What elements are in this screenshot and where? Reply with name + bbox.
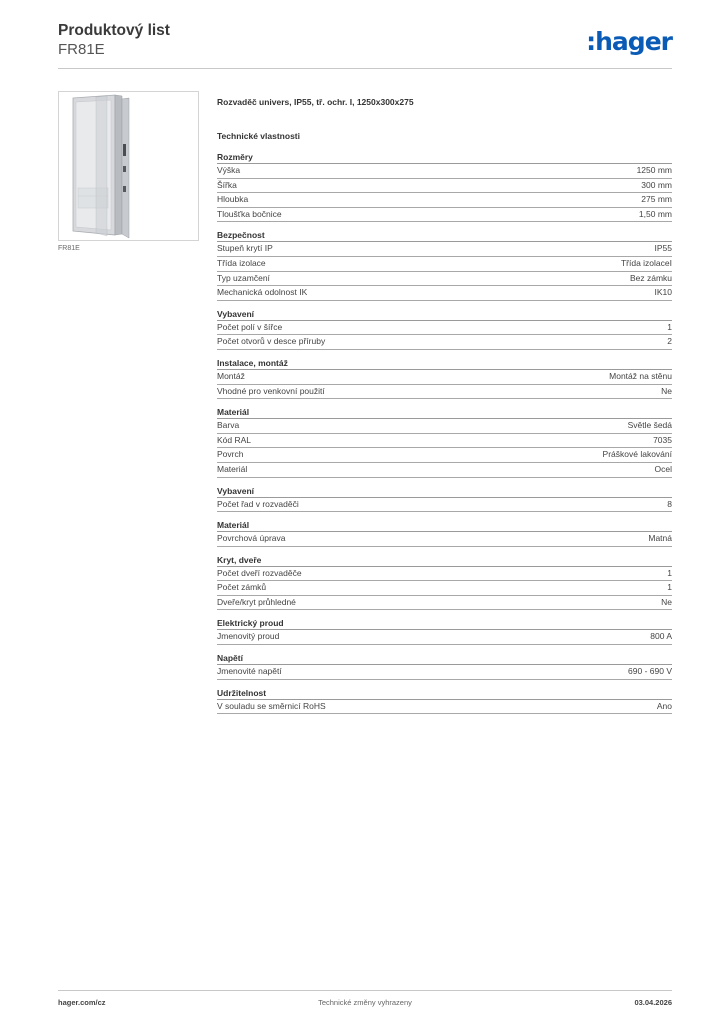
spec-row: [217, 567, 672, 582]
header-divider: [58, 68, 672, 69]
enclosure-icon: [59, 92, 198, 240]
spec-value: 7035: [653, 434, 672, 445]
spec-label: Typ uzamčení: [217, 272, 270, 283]
spec-value: 690 - 690 V: [628, 666, 672, 677]
footer-date: 03.04.2026: [634, 998, 672, 1007]
spec-label: Počet dveří rozvaděče: [217, 567, 302, 578]
product-image-caption: FR81E: [58, 245, 80, 252]
spec-value: Ocel: [654, 463, 672, 474]
spec-row: [217, 272, 672, 287]
spec-label: Třída izolace: [217, 257, 266, 268]
spec-label: Počet zámků: [217, 582, 267, 593]
spec-row: [217, 208, 672, 223]
spec-section-title: Napětí: [217, 652, 672, 665]
spec-row: [217, 665, 672, 680]
footer-website-link[interactable]: hager.com/cz: [58, 998, 106, 1007]
spec-value: Ne: [661, 385, 672, 396]
spec-value: Bez zámku: [629, 272, 672, 283]
spec-section-title: Materiál: [217, 519, 672, 532]
spec-sections: [217, 151, 672, 714]
spec-row: [217, 463, 672, 478]
product-description: Rozvaděč univers, IP55, tř. ochr. I, 1250x300x275: [217, 97, 414, 107]
spec-value: 275 mm: [641, 194, 672, 205]
spec-row: [217, 581, 672, 596]
spec-label: Tloušťka bočnice: [217, 208, 282, 219]
spec-row: [217, 242, 672, 257]
spec-section: [217, 617, 672, 645]
spec-row: [217, 498, 672, 513]
spec-row: [217, 596, 672, 611]
spec-row: [217, 179, 672, 194]
spec-row: [217, 448, 672, 463]
spec-section: [217, 554, 672, 611]
spec-label: Dveře/kryt průhledné: [217, 596, 296, 607]
page-header: [58, 22, 672, 70]
spec-value: 1: [667, 321, 672, 332]
spec-value: Třída izolaceI: [620, 257, 672, 268]
spec-value: Matná: [648, 533, 672, 544]
spec-label: Kód RAL: [217, 434, 252, 445]
spec-label: Stupeň krytí IP: [217, 243, 273, 254]
product-image: [58, 91, 199, 241]
spec-label: Povrch: [217, 449, 244, 460]
spec-row: [217, 164, 672, 179]
spec-label: V souladu se směrnicí RoHS: [217, 700, 326, 711]
spec-value: Světle šedá: [627, 420, 672, 431]
spec-value: 2: [667, 336, 672, 347]
spec-value: Montáž na stěnu: [609, 370, 672, 381]
spec-value: 1: [667, 582, 672, 593]
spec-section-title: Kryt, dveře: [217, 554, 672, 567]
spec-section-title: Vybavení: [217, 485, 672, 498]
product-reference: FR81E: [58, 41, 105, 58]
spec-section-title: Elektrický proud: [217, 617, 672, 630]
spec-section: [217, 357, 672, 399]
spec-section: [217, 519, 672, 547]
spec-row: [217, 193, 672, 208]
spec-row: [217, 257, 672, 272]
spec-value: Ne: [661, 596, 672, 607]
spec-row: [217, 385, 672, 400]
spec-label: Počet otvorů v desce příruby: [217, 336, 326, 347]
spec-label: Šířka: [217, 179, 237, 190]
spec-label: Hloubka: [217, 194, 249, 205]
spec-value: Práškové lakování: [602, 449, 672, 460]
footer-divider: [58, 990, 672, 991]
spec-value: 300 mm: [641, 179, 672, 190]
spec-label: Jmenovitý proud: [217, 631, 280, 642]
spec-section-title: Vybavení: [217, 308, 672, 321]
spec-label: Barva: [217, 420, 240, 431]
spec-row: [217, 532, 672, 547]
spec-section: [217, 406, 672, 477]
spec-section: [217, 687, 672, 715]
technical-properties-heading: Technické vlastnosti: [217, 131, 300, 141]
hager-logo: :hager: [586, 27, 672, 56]
spec-value: 1: [667, 567, 672, 578]
spec-value: 8: [667, 498, 672, 509]
spec-section-title: Udržitelnost: [217, 687, 672, 700]
product-specifications: [217, 96, 672, 714]
spec-row: [217, 321, 672, 336]
spec-row: [217, 419, 672, 434]
spec-section: [217, 151, 672, 222]
spec-label: Povrchová úprava: [217, 533, 286, 544]
spec-value: IP55: [654, 243, 672, 254]
spec-section-title: Instalace, montáž: [217, 357, 672, 370]
footer-disclaimer: Technické změny vyhrazeny: [318, 998, 412, 1007]
spec-label: Počet polí v šířce: [217, 321, 283, 332]
spec-value: Ano: [656, 700, 672, 711]
spec-section-title: Rozměry: [217, 151, 672, 164]
spec-row: [217, 286, 672, 301]
page-footer: [58, 998, 672, 1010]
spec-section: [217, 229, 672, 300]
spec-value: IK10: [654, 287, 672, 298]
spec-section: [217, 652, 672, 680]
spec-row: [217, 335, 672, 350]
spec-label: Výška: [217, 165, 241, 175]
spec-label: Materiál: [217, 463, 248, 474]
spec-value: 800 A: [650, 631, 672, 642]
spec-section: [217, 308, 672, 350]
spec-label: Počet řad v rozvaděči: [217, 498, 299, 509]
spec-section-title: Bezpečnost: [217, 229, 672, 242]
spec-row: [217, 630, 672, 645]
spec-row: [217, 370, 672, 385]
spec-section: [217, 485, 672, 513]
spec-value: 1,50 mm: [638, 208, 672, 219]
spec-label: Vhodné pro venkovní použití: [217, 385, 325, 396]
spec-section-title: Materiál: [217, 406, 672, 419]
spec-row: [217, 434, 672, 449]
spec-row: [217, 700, 672, 715]
document-title: Produktový list: [58, 22, 170, 39]
spec-label: Montáž: [217, 370, 245, 381]
spec-value: 1250 mm: [636, 165, 672, 175]
spec-label: Mechanická odolnost IK: [217, 287, 308, 298]
spec-label: Jmenovité napětí: [217, 666, 282, 677]
